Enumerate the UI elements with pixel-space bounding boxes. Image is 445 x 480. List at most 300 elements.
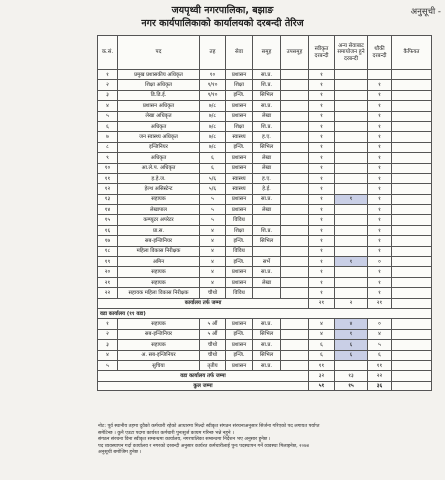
table-row [98,194,432,204]
cell-other: १ [335,194,368,204]
cell-level: ४ [200,246,226,256]
cell-other: ६ [335,340,368,350]
cell-sn: ३ [98,340,118,350]
cell-level: ९/१० [200,80,226,90]
office-total-row-remarks [392,298,432,308]
cell-sn: ५ [98,111,118,121]
cell-sn: २ [98,329,118,339]
cell-remarks [392,111,432,121]
ward-total-row-label: वडा कार्यालय तर्फ जम्मा [98,371,309,381]
municipality-title: जयपृथ्वी नगरपालिका, बझाङ [171,5,274,16]
cell-post: प्रमुख प्रशासकीय अधिकृत [118,70,200,80]
cell-level: ५/६ [200,173,226,183]
cell-subgroup [281,277,309,287]
office-total-row-approved: २१ [309,298,335,308]
table-row [98,163,432,173]
cell-group: सिभिल [253,350,281,360]
cell-subgroup [281,350,309,360]
office-total-row [98,298,432,308]
table-row [98,205,432,215]
cell-group: लेखा [253,153,281,163]
table-row [98,184,432,194]
cell-other [335,288,368,298]
cell-remarks [392,101,432,111]
cell-post: आ.ले.प. अधिकृत [118,163,200,173]
column-header: अन्य सेवाबाट समायोजन हुने दरबन्दी [335,36,368,70]
cell-post: सुचिया [118,360,200,370]
cell-remarks [392,340,432,350]
cell-service: शिक्षा [226,121,253,131]
cell-post: जन स्वास्थ्य अधिकृत [118,132,200,142]
cell-subgroup [281,111,309,121]
cell-sn: ६ [98,121,118,131]
cell-other [335,246,368,256]
grand-total-row-approved: ५१ [309,381,335,390]
cell-post: अधिकृत [118,153,200,163]
cell-bank: १ [368,225,392,235]
cell-bank: १ [368,173,392,183]
table-row [98,288,432,298]
cell-sn: १४ [98,205,118,215]
cell-service: प्रशासन [226,153,253,163]
column-header: थौकी दरबन्दी [368,36,392,70]
cell-service: इन्जि. [226,257,253,267]
cell-approved: ४ [309,319,335,329]
cell-bank: ११ [368,360,392,370]
cell-bank: ० [368,257,392,267]
cell-subgroup [281,142,309,152]
cell-service: विविध [226,288,253,298]
cell-post: अ. सब-इन्जिनियर [118,350,200,360]
cell-subgroup [281,215,309,225]
ward-total-row [98,371,432,381]
note-line: समेटिन्छ । कुनै एउटा पदमा कार्यरत कर्मचारी पुनःसुर्ज कायम गरिन्छ भन्ने नहुने । [98,430,234,436]
table-row [98,277,432,287]
cell-service: इन्जि. [226,329,253,339]
cell-other [335,163,368,173]
cell-level: ५/६ [200,184,226,194]
cell-level: ५ [200,194,226,204]
cell-group: शि.प्र. [253,225,281,235]
table-row [98,121,432,131]
table-row [98,111,432,121]
cell-subgroup [281,132,309,142]
cell-subgroup [281,163,309,173]
cell-service: प्रशासन [226,360,253,370]
cell-sn: ५ [98,360,118,370]
cell-other [335,80,368,90]
cell-subgroup [281,205,309,215]
cell-remarks [392,277,432,287]
column-header: स्वीकृत दरबन्दी [309,36,335,70]
cell-service: प्रशासन [226,340,253,350]
cell-level: तृतीय [200,360,226,370]
cell-bank: १ [368,236,392,246]
cell-subgroup [281,246,309,256]
cell-group: सिभिल [253,236,281,246]
table-row [98,267,432,277]
cell-post: कम्प्युटर अपरेटर [118,215,200,225]
cell-other [335,277,368,287]
cell-approved: १ [309,90,335,100]
cell-group: ह.ए. [253,132,281,142]
annex-label: अनुसूची - [410,7,441,17]
cell-sn: ३ [98,90,118,100]
cell-remarks [392,267,432,277]
cell-approved: ६ [309,350,335,360]
cell-service: प्रशासन [226,277,253,287]
cell-sn: ४ [98,350,118,360]
ward-total-row-approved: ३२ [309,371,335,381]
cell-service: स्वास्थ्य [226,173,253,183]
cell-subgroup [281,153,309,163]
cell-bank: १ [368,132,392,142]
cell-sn: १६ [98,225,118,235]
cell-post: इन्जिनियर [118,142,200,152]
cell-sn: ७ [98,132,118,142]
cell-approved: १ [309,184,335,194]
cell-subgroup [281,360,309,370]
cell-post: सहायक [118,277,200,287]
note-line: संगठन संरचना विना स्वीकृत सम्बन्धमा कार्यालय, नगरपालिका सम्बन्धमा निर्देशन भए अनुसार हुनेछ । [98,437,271,443]
cell-remarks [392,173,432,183]
cell-other [335,205,368,215]
cell-post: सहायक [118,340,200,350]
cell-approved: ६ [309,340,335,350]
cell-other [335,121,368,131]
cell-group: लेखा [253,163,281,173]
ward-total-row-bank: २२ [368,371,392,381]
cell-group: सिभिल [253,329,281,339]
cell-bank: १ [368,194,392,204]
cell-level: चौथो [200,350,226,360]
cell-service: प्रशासन [226,163,253,173]
cell-service: प्रशासन [226,267,253,277]
cell-approved: १ [309,80,335,90]
cell-level: ४ [200,257,226,267]
cell-sn: १० [98,163,118,173]
table-row [98,142,432,152]
column-header: कैफियत [392,36,432,70]
ward-table-row [98,360,432,370]
cell-service: प्रशासन [226,205,253,215]
table-row [98,257,432,267]
column-header: उपसमूह [281,36,309,70]
cell-remarks [392,246,432,256]
cell-other [335,173,368,183]
cell-remarks [392,319,432,329]
cell-approved: १ [309,121,335,131]
cell-sn: २१ [98,277,118,287]
cell-subgroup [281,80,309,90]
cell-bank: १ [368,153,392,163]
cell-bank: १ [368,121,392,131]
cell-bank: ५ [368,340,392,350]
cell-approved: १ [309,205,335,215]
cell-subgroup [281,70,309,80]
cell-bank: ६ [368,350,392,360]
cell-sn: १३ [98,194,118,204]
cell-remarks [392,215,432,225]
cell-level: ५ औं [200,319,226,329]
cell-sn: २ [98,80,118,90]
cell-bank: १ [368,80,392,90]
cell-group [253,215,281,225]
table-row [98,90,432,100]
cell-level: १० [200,70,226,80]
ward-table-row [98,329,432,339]
cell-remarks [392,80,432,90]
table-row [98,215,432,225]
cell-approved: १ [309,267,335,277]
cell-level: ७/८ [200,101,226,111]
cell-post: सहायक [118,319,200,329]
cell-bank: १ [368,246,392,256]
cell-sn: ९ [98,153,118,163]
cell-sn: १२ [98,184,118,194]
cell-service: शिक्षा [226,225,253,235]
cell-remarks [392,329,432,339]
cell-other: १ [335,329,368,339]
cell-bank: १ [368,267,392,277]
cell-level: ९/१० [200,90,226,100]
cell-approved: १ [309,257,335,267]
column-header: सेवा [226,36,253,70]
cell-level: ५ [200,215,226,225]
office-total-row-label: कार्यालय तर्फ जम्मा [98,298,309,308]
cell-bank: १ [368,142,392,152]
cell-approved: १ [309,277,335,287]
cell-approved: १ [309,215,335,225]
cell-other [335,101,368,111]
cell-group: सिभिल [253,142,281,152]
cell-other [335,236,368,246]
cell-approved: १ [309,225,335,235]
cell-approved: १ [309,142,335,152]
cell-sn: ८ [98,142,118,152]
cell-level: ७/८ [200,132,226,142]
cell-service: विविध [226,215,253,225]
cell-post: शिक्षा अधिकृत [118,80,200,90]
table-row [98,225,432,235]
column-header: तह [200,36,226,70]
cell-other [335,225,368,235]
cell-remarks [392,163,432,173]
cell-remarks [392,257,432,267]
cell-level: चौथो [200,340,226,350]
cell-approved: १ [309,236,335,246]
cell-group: शि.प्र. [253,121,281,131]
cell-service: स्वास्थ्य [226,184,253,194]
cell-bank: १ [368,205,392,215]
cell-sn: ४ [98,101,118,111]
cell-sn: २० [98,267,118,277]
cell-subgroup [281,257,309,267]
cell-group: सिभिल [253,90,281,100]
cell-remarks [392,225,432,235]
cell-other [335,90,368,100]
grand-total-row-bank: ३६ [368,381,392,390]
cell-level: ४ [200,267,226,277]
table-row [98,246,432,256]
cell-sn: २२ [98,288,118,298]
cell-bank: १ [368,215,392,225]
cell-other [335,132,368,142]
table-row [98,70,432,80]
notes-block [98,424,438,457]
cell-group: लेखा [253,205,281,215]
table-row [98,101,432,111]
cell-subgroup [281,340,309,350]
cell-service: प्रशासन [226,194,253,204]
column-header: क.सं. [98,36,118,70]
cell-service: इन्जि. [226,90,253,100]
cell-subgroup [281,121,309,131]
ward-total-row-other: १३ [335,371,368,381]
cell-subgroup [281,236,309,246]
document-title: नगर कार्यपालिकाको कार्यालयको दरबन्दी तेरिज [141,18,304,29]
cell-other [335,267,368,277]
cell-group [253,288,281,298]
cell-bank: १ [368,277,392,287]
cell-subgroup [281,101,309,111]
cell-bank: ४ [368,329,392,339]
cell-level: ७/८ [200,121,226,131]
cell-approved: १ [309,101,335,111]
cell-post: सहायक [118,194,200,204]
cell-other [335,111,368,121]
cell-approved: १ [309,163,335,173]
office-total-row-other: २ [335,298,368,308]
cell-level: ७/८ [200,111,226,121]
cell-subgroup [281,90,309,100]
cell-service: प्रशासन [226,101,253,111]
cell-post: डि.डि.ई. [118,90,200,100]
cell-group: सा.प्र. [253,70,281,80]
cell-post: सहायक महिला विकास निरीक्षक [118,288,200,298]
cell-post: हेल्थ असिस्टेन्ट [118,184,200,194]
cell-bank: १ [368,90,392,100]
ward-heading-cell: वडा कार्यालय (११ वडा) [98,308,432,318]
cell-sn: १ [98,70,118,80]
cell-group: सर्भे [253,257,281,267]
cell-bank: ० [368,319,392,329]
note-line: अनुसूची बमोजिम हुनेछ । [98,450,142,456]
cell-group: शि.प्र. [253,80,281,90]
cell-service: विविध [226,246,253,256]
cell-other: ४ [335,319,368,329]
cell-approved: १ [309,288,335,298]
cell-remarks [392,288,432,298]
cell-subgroup [281,329,309,339]
cell-other [335,142,368,152]
cell-post: लेखापाल [118,205,200,215]
cell-level: ४ [200,277,226,287]
cell-approved: १ [309,132,335,142]
cell-other: ६ [335,350,368,360]
cell-level: ६ [200,153,226,163]
cell-post: सब-इन्जिनियर [118,236,200,246]
cell-group: सा.प्र. [253,319,281,329]
grand-total-row-label: कुल जम्मा [98,381,309,390]
cell-group: सा.प्र. [253,194,281,204]
cell-remarks [392,236,432,246]
cell-remarks [392,90,432,100]
cell-group: लेखा [253,277,281,287]
cell-group: ह.ए. [253,173,281,183]
cell-approved: १ [309,153,335,163]
cell-service: इन्जि. [226,142,253,152]
table-row [98,153,432,163]
cell-bank: १ [368,111,392,121]
cell-level: चौथो [200,288,226,298]
cell-sn: १ [98,319,118,329]
note-line: नोट: पूर्व स्थानीय तहमा दुवैको कर्मचारी रहेको आधारमा मिल्दो स्वीकृत संगठन संरचनाअनुसार सिर्जना गरिएको पद लगायत पर्याप्त [98,424,320,429]
cell-remarks [392,70,432,80]
cell-bank: १ [368,101,392,111]
cell-other [335,153,368,163]
cell-approved: १ [309,173,335,183]
cell-subgroup [281,184,309,194]
cell-service: प्रशासन [226,111,253,121]
cell-post: महिला विकास निरीक्षक [118,246,200,256]
cell-level: ४ [200,225,226,235]
cell-level: ६ [200,163,226,173]
cell-other: १ [335,257,368,267]
cell-post: सब-इन्जिनियर [118,329,200,339]
cell-subgroup [281,225,309,235]
cell-group: सा.प्र. [253,101,281,111]
cell-group: सा.प्र. [253,267,281,277]
cell-group: सा.प्र. [253,340,281,350]
cell-group: लेखा [253,111,281,121]
cell-remarks [392,205,432,215]
cell-service: इन्जि. [226,236,253,246]
cell-remarks [392,121,432,131]
cell-bank [368,70,392,80]
ward-section-heading [98,308,432,318]
cell-post: प्रा.स. [118,225,200,235]
cell-approved: ११ [309,360,335,370]
cell-remarks [392,184,432,194]
cell-sn: १९ [98,257,118,267]
cell-approved: १ [309,111,335,121]
ward-table-row [98,350,432,360]
cell-remarks [392,142,432,152]
cell-subgroup [281,288,309,298]
cell-sn: १५ [98,215,118,225]
cell-approved: १ [309,194,335,204]
cell-approved: १ [309,246,335,256]
cell-post: प्रशासन अधिकृत [118,101,200,111]
cell-approved: ४ [309,329,335,339]
cell-bank: १ [368,288,392,298]
cell-group [253,246,281,256]
cell-subgroup [281,173,309,183]
cell-group: हे.ई. [253,184,281,194]
cell-service: शिक्षा [226,80,253,90]
cell-subgroup [281,319,309,329]
ward-table-row [98,340,432,350]
staffing-table [97,35,432,391]
cell-service: स्वास्थ्य [226,132,253,142]
cell-sn: १७ [98,236,118,246]
cell-other [335,215,368,225]
cell-other [335,70,368,80]
grand-total-row-other: १५ [335,381,368,390]
cell-group: सा.प्र. [253,360,281,370]
office-total-row-bank: २१ [368,298,392,308]
